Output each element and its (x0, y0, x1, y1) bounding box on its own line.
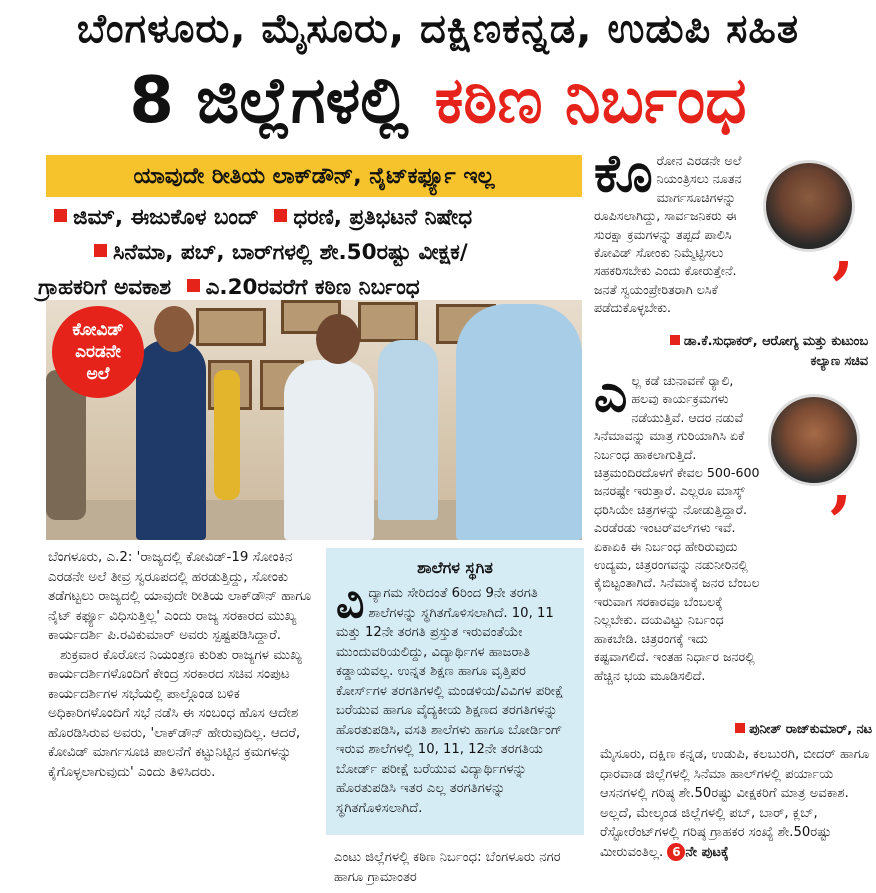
subhead-banner: ಯಾವುದೇ ರೀತಿಯ ಲಾಕ್‌ಡೌನ್, ನೈಟ್‌ಕರ್ಫ್ಯೂ ಇಲ್ಲ (46, 155, 582, 197)
page-number-badge[interactable]: 6 (667, 843, 685, 861)
covid-second-wave-badge: ಕೋವಿಡ್ ಎರಡನೇ ಅಲೆ (52, 306, 144, 398)
bullet-line-1 (46, 200, 586, 235)
news-photo (46, 300, 582, 540)
quote2-dropcap: ಎ (594, 364, 628, 424)
bullet-text: ಜಿಮ್, ಈಜುಕೊಳ ಬಂದ್ (73, 205, 259, 230)
bullet-square-icon (274, 209, 287, 222)
bullet-square-icon (187, 279, 200, 292)
article-paragraph: ಶುಕ್ರವಾರ ಕೊರೋನ ನಿಯಂತ್ರಣ ಕುರಿತು ರಾಜ್ಯಗಳ ಮುಖ್ಯ ಕಾರ್ಯದರ್ಶಿಗಳೊಂದಿಗೆ ಕೇಂದ್ರ ಸರಕಾರದ ಸಚಿವ ಸಂಪುಟ ಕಾರ್ಯದರ್ಶಿಗಳ ಸಭೆಯಲ್ಲಿ ಪಾಲ್ಗೊಂಡ ಬಳಿಕ ಅಧಿಕಾರಿಗಳೊಂದಿಗೆ ಸಭೆ ನಡೆಸಿ ಈ ಸಂಬಂಧ ಹೊಸ ಆದೇಶ ಹೊರಡಿಸಿರುವ ಅವರು, 'ಲಾಕ್‌ಡೌನ್ ಹೇರುವುದಿಲ್ಲ. ಆದರೆ, ಕೋವಿಡ್ ಮಾರ್ಗಸೂಚಿ ಪಾಲನೆಗೆ ಕಟ್ಟುನಿಟ್ಟಿನ ಕ್ರಮಗಳನ್ನು ಕೈಗೊಳ್ಳಲಾಗುವುದು' ಎಂದು ತಿಳಿಸಿದರು. (48, 647, 302, 780)
article-paragraph: ಬೆಂಗಳೂರು, ಎ.2: 'ರಾಜ್ಯದಲ್ಲಿ ಕೋವಿಡ್-19 ಸೋಂಕಿನ ಎರಡನೇ ಅಲೆ ತೀವ್ರ ಸ್ವರೂಪದಲ್ಲಿ ಹರಡುತ್ತಿದ್ದು, ಸೋಂಕು ತಡೆಗಟ್ಟಲು ರಾಜ್ಯದಲ್ಲಿ ಯಾವುದೇ ರೀತಿಯ ಲಾಕ್‌ಡೌನ್ ಹಾಗೂ ನೈಟ್ ಕರ್ಫ್ಯೂ ವಿಧಿಸುತ್ತಿಲ್ಲ' ಎಂದು ರಾಜ್ಯ ಸರಕಾರದ ಮುಖ್ಯ ಕಾರ್ಯದರ್ಶಿ ಪಿ.ರವಿಕುಮಾರ್ ಅವರು ಸ್ಪಷ್ಟಪಡಿಸಿದ್ದಾರೆ. (48, 550, 312, 643)
main-article-column (48, 548, 320, 782)
second-column-text: ಎಂಟು ಜಿಲ್ಲೆಗಳಲ್ಲಿ ಕಠಿಣ ನಿರ್ಬಂಧ: ಬೆಂಗಳೂರು ನಗರ ಹಾಗೂ ಗ್ರಾಮಾಂತರ (334, 850, 561, 885)
bullet-text: ಎ.20ರವರೆಗೆ ಕಠಿಣ ನಿರ್ಬಂಧ (205, 275, 420, 300)
headline-line1: ಬೆಂಗಳೂರು, ಮೈಸೂರು, ದಕ್ಷಿಣಕನ್ನಡ, ಉಡುಪಿ ಸಹಿತ (76, 6, 800, 52)
bullet-text: ಧರಣಿ, ಪ್ರತಿಭಟನೆ ನಿಷೇಧ (293, 205, 473, 230)
bullet-square-icon (94, 244, 107, 257)
bullet-line-2 (46, 235, 586, 270)
schools-dropcap: ವಿ (336, 577, 365, 628)
quote-sudhakar: ಕೊರೋನ ಎರಡನೇ ಅಲೆ ನಿಯಂತ್ರಿಸಲು ನೂತನ ಮಾರ್ಗಸೂಚಿಗಳನ್ನು ರೂಪಿಸಲಾಗಿದ್ದು, ಸಾರ್ವಜನಿಕರು ಈ ಸುರಕ್ಷಾ ಕ್ರಮಗಳನ್ನು ತಪ್ಪದೆ ಪಾಲಿಸಿ ಕೋವಿಡ್ ಸೋಂಕು ನಿಮ್ಮೆಟ್ಟಿಸಲು ಸಹಕರಿಸಬೇಕು ಎಂದು ಕೋರುತ್ತೇನೆ. ಜನತೆ ಸ್ವಯಂಪ್ರೇರಿತರಾಗಿ ಲಸಿಕೆ ಪಡೆದುಕೊಳ್ಳಬೇಕು. ಡಾ.ಕೆ.ಸುಧಾಕರ್, ಆರೋಗ್ಯ ಮತ್ತು ಕುಟುಂಬ ಕಲ್ಯಾಣ ಸಚಿವ (594, 144, 868, 369)
schools-text: ವಿದ್ಯಾಗಮ ಸೇರಿದಂತೆ 6ರಿಂದ 9ನೇ ತರಗತಿ ಶಾಲೆಗಳನ್ನು ಸ್ಥಗಿತಗೊಳಿಸಲಾಗಿದೆ. 10, 11 ಮತ್ತು 12ನೇ ತರಗತಿ ಪ್ರಸ್ತುತ ಇರುವಂತೆಯೇ ಮುಂದುವರಿಯಲಿದ್ದು, ವಿದ್ಯಾರ್ಥಿಗಳ ಹಾಜರಾತಿ ಕಡ್ಡಾಯವಲ್ಲ. ಉನ್ನತ ಶಿಕ್ಷಣ ಹಾಗೂ ವೃತ್ತಿಪರ ಕೋರ್ಸ್‌ಗಳ ತರಗತಿಗಳಲ್ಲಿ ಮಂಡಳಿಯ/ವಿವಿಗಳ ಪರೀಕ್ಷೆ ಬರೆಯುವ ಹಾಗೂ ವೈದ್ಯಕೀಯ ಶಿಕ್ಷಣದ ತರಗತಿಗಳನ್ನು ಹೊರತುಪಡಿಸಿ, ವಸತಿ ಶಾಲೆಗಳು ಹಾಗೂ ಬೋರ್ಡಿಂಗ್ ಇರುವ ಶಾಲೆಗಳಲ್ಲಿ 10, 11, 12ನೇ ತರಗತಿಯ ಬೋರ್ಡ್ ಪರೀಕ್ಷೆ ಬರೆಯುವ ವಿದ್ಯಾರ್ಥಿಗಳನ್ನು ಹೊರತುಪಡಿಸಿ ಇತರ ಎಲ್ಲ ತರಗತಿಗಳನ್ನು ಸ್ಥಗಿತಗೊಳಿಸಲಾಗಿದೆ. (336, 577, 564, 816)
schools-title: ಶಾಲೆಗಳ ಸ್ಥಗಿತ (417, 558, 493, 577)
bullet-square-icon (735, 723, 745, 733)
quote2-name: ಪುನೀತ್ ರಾಜ್‌ಕುಮಾರ್, ನಟ (660, 720, 872, 740)
bullet-text: ಸಿನೆಮಾ, ಪಬ್, ಬಾರ್‌ಗಳಲ್ಲಿ ಶೇ.50ರಷ್ಟು ವೀಕ್ಷಕ/ (113, 240, 468, 265)
bullet-square-icon (670, 335, 680, 345)
continued-label[interactable]: ನೇ ಪುಟಕ್ಕೆ (685, 844, 729, 860)
quote-puneeth: ಎಲ್ಲ ಕಡೆ ಚುನಾವಣೆ ರ್‍ಯಾಲಿ, ಹಲವು ಕಾರ್ಯಕ್ರಮಗಳು ನಡೆಯುತ್ತಿವೆ. ಆದರ ನಡುವೆ ಸಿನೆಮಾವನ್ನು ಮಾತ್ರ ಗುರಿಯಾಗಿಸಿ ಏಕೆ ನಿರ್ಬಂಧ ಹಾಕಲಾಗುತ್ತಿದೆ. ಚಿತ್ರಮಂದಿರದೊಳಗೆ ಕೇವಲ 500-600 ಜನರಷ್ಟೇ ಇರುತ್ತಾರೆ. ಎಲ್ಲರೂ ಮಾಸ್ಕ್ ಧರಿಸಿಯೇ ಚಿತ್ರಗಳನ್ನು ನೋಡುತ್ತಿದ್ದಾರೆ. ಎರಡೆರಡು ಇಂಟರ್‌ವಲ್‌ಗಳು ಇವೆ. ಏಕಾಏಕಿ ಈ ನಿರ್ಬಂಧ ಹೇರಿರುವುದು ಉದ್ಯಮ, ಚಿತ್ರರಂಗವನ್ನು ನಡುನೀರಿನಲ್ಲಿ ಕೈಬಿಟ್ಟಂತಾಗಿದೆ. ಸಿನೆಮಾಕ್ಕೆ ಜನರ ಬೆಂಬಲ ಇರುವಾಗ ಸರಕಾರವೂ ಬೆಂಬಲಕ್ಕೆ ನಿಲ್ಲಬೇಕು. ದಯವಿಟ್ಟು ನಿರ್ಬಂಧ ಹಾಕಬೇಡಿ. ಚಿತ್ರರಂಗಕ್ಕೆ ಇದು ಕಷ್ಟವಾಗಲಿದೆ. ಇಂತಹ ನಿರ್ಧಾರ ಜನರಲ್ಲಿ ಹೆಚ್ಚಿನ ಭಯ ಮೂಡಿಸಲಿದೆ. (594, 364, 760, 683)
bullet-square-icon (54, 209, 67, 222)
bullet-list (38, 200, 586, 305)
quote-mark-icon: , (830, 446, 853, 521)
quote1-dropcap: ಕೊ (594, 144, 653, 204)
schools-box (326, 548, 584, 835)
quote-mark-icon: , (832, 212, 855, 287)
headline-red: ಕಠಿಣ ನಿರ್ಬಂಧ (434, 64, 747, 138)
headline-line2 (0, 58, 876, 144)
bullet-text: ಗ್ರಾಹಕರಿಗೆ ಅವಕಾಶ (38, 275, 172, 300)
third-column-text: ಮೈಸೂರು, ದಕ್ಷಿಣ ಕನ್ನಡ, ಉಡುಪಿ, ಕಲಬುರಗಿ, ಬೀದರ್ ಹಾಗೂ ಧಾರವಾಡ ಜಿಲ್ಲೆಗಳಲ್ಲಿ ಸಿನೆಮಾ ಹಾಲ್‌ಗಳಲ್ಲಿ ಪರ್ಯಾಯ ಆಸನಗಳಲ್ಲಿ ಗರಿಷ್ಠ ಶೇ.50ರಷ್ಟು ವೀಕ್ಷಕರಿಗೆ ಮಾತ್ರ ಅವಕಾಶ. ಅಲ್ಲದೆ, ಮೇಲ್ಕಂಡ ಜಿಲ್ಲೆಗಳಲ್ಲಿ ಪಬ್, ಬಾರ್, ಕ್ಲಬ್, ರೆಸ್ಟೋರೆಂಟ್‌ಗಳಲ್ಲಿ ಗರಿಷ್ಠ ಗ್ರಾಹಕರ ಸಂಖ್ಯೆ ಶೇ.50ರಷ್ಟು ಮೀರುವಂತಿಲ್ಲ. 6 ನೇ ಪುಟಕ್ಕೆ (600, 747, 870, 860)
headline-black: 8 ಜಿಲ್ಲೆಗಳಲ್ಲಿ (129, 64, 409, 138)
